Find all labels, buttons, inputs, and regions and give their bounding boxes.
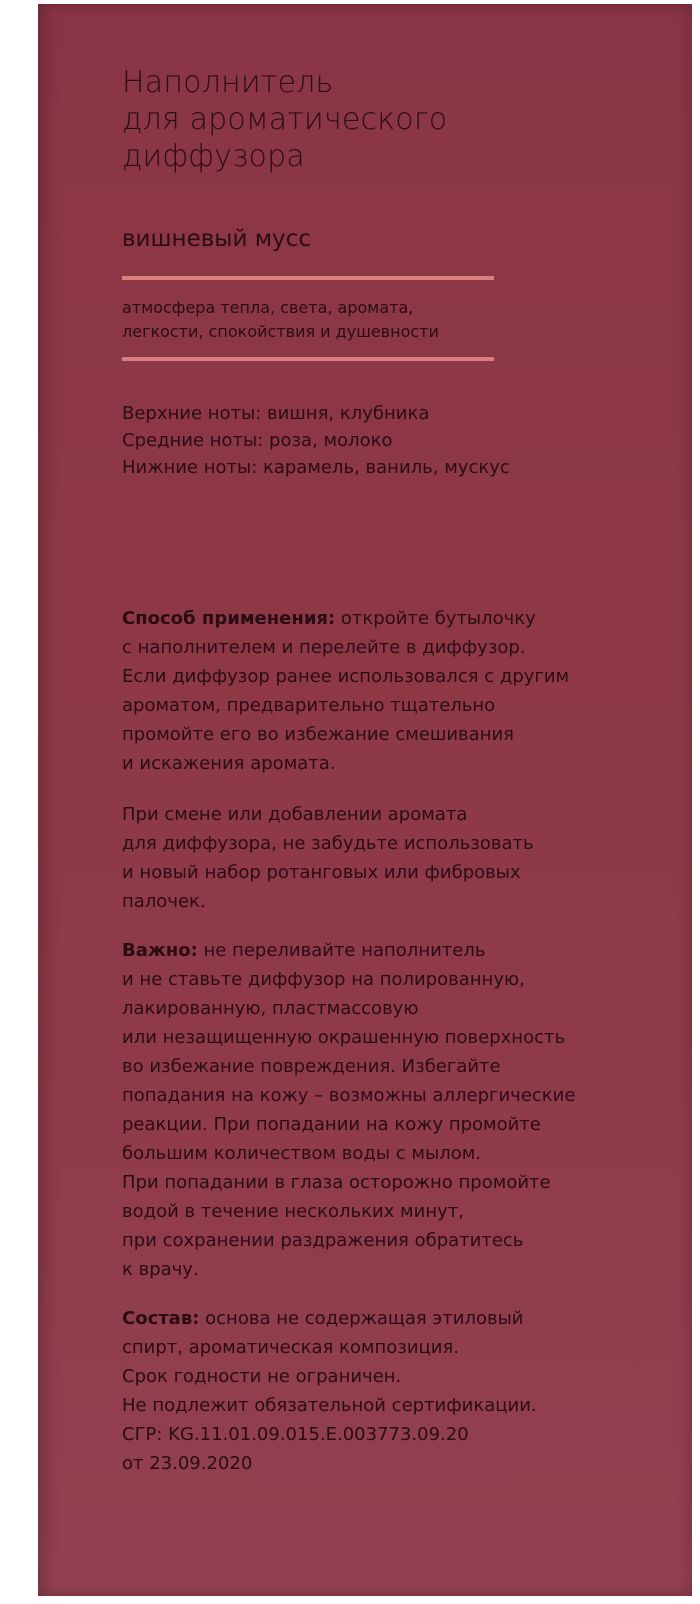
usage-line: с наполнителем и перелейте в диффузор. [122, 637, 526, 658]
important-label: Важно: [122, 940, 198, 961]
composition-line: спирт, ароматическая композиция. [122, 1337, 460, 1358]
usage-first-line [122, 604, 692, 633]
important-line: При попадании в глаза осторожно промойте [122, 1172, 551, 1193]
important-line: водой в течение нескольких минут, [122, 1201, 464, 1222]
change-line: палочек. [122, 891, 206, 912]
scent-name: вишневый мусс [122, 226, 311, 252]
fragrance-notes [122, 400, 682, 481]
important-section [122, 936, 692, 1284]
usage-line: промойте его во избежание смешивания [122, 724, 514, 745]
important-line: или незащищенную окрашенную поверхность [122, 1027, 566, 1048]
usage-label: Способ применения: [122, 608, 336, 629]
notes-middle: Средние ноты: роза, молоко [122, 430, 393, 451]
divider-bottom [122, 357, 494, 361]
important-line: при сохранении раздражения обратитесь [122, 1230, 524, 1251]
important-line: во избежание повреждения. Избегайте [122, 1056, 501, 1077]
certificate-date: от 23.09.2020 [122, 1453, 253, 1474]
composition-label: Состав: [122, 1308, 200, 1329]
tagline-line: атмосфера тепла, света, аромата, [122, 298, 414, 317]
tagline-line: легкости, спокойствия и душевности [122, 322, 439, 341]
composition-section [122, 1304, 692, 1478]
important-lead: не переливайте наполнитель [197, 940, 486, 961]
usage-line: ароматом, предварительно тщательно [122, 695, 496, 716]
notes-top: Верхние ноты: вишня, клубника [122, 403, 430, 424]
change-line: При смене или добавлении аромата [122, 804, 468, 825]
package-panel [38, 4, 692, 1596]
important-line: к врачу. [122, 1259, 199, 1280]
change-line: для диффузора, не забудьте использовать [122, 833, 534, 854]
title-line: Наполнитель [122, 65, 334, 100]
title-line: для ароматического [122, 102, 448, 137]
change-line: и новый набор ротанговых или фибровых [122, 862, 521, 883]
change-section [122, 800, 692, 916]
tagline [122, 296, 682, 344]
usage-section [122, 604, 692, 778]
composition-line: Не подлежит обязательной сертификации. [122, 1395, 537, 1416]
title-line: диффузора [122, 139, 305, 174]
important-line: лакированную, пластмассовую [122, 998, 419, 1019]
usage-line: Если диффузор ранее использовался с другим [122, 666, 570, 687]
notes-base: Нижние ноты: карамель, ваниль, мускус [122, 457, 510, 478]
important-line: попадания на кожу – возможны аллергические [122, 1085, 576, 1106]
important-line: большим количеством воды с мылом. [122, 1143, 482, 1164]
usage-lead: откройте бутылочку [335, 608, 536, 629]
composition-line: Срок годности не ограничен. [122, 1366, 402, 1387]
important-line: и не ставьте диффузор на полированную, [122, 969, 525, 990]
composition-lead: основа не содержащая этиловый [199, 1308, 524, 1329]
divider-top [122, 276, 494, 280]
important-line: реакции. При попадании на кожу промойте [122, 1114, 541, 1135]
usage-line: и искажения аромата. [122, 753, 336, 774]
composition-first-line [122, 1304, 692, 1333]
certificate-number: СГР: KG.11.01.09.015.Е.003773.09.20 [122, 1424, 469, 1445]
important-first-line [122, 936, 692, 965]
product-title [122, 64, 642, 175]
